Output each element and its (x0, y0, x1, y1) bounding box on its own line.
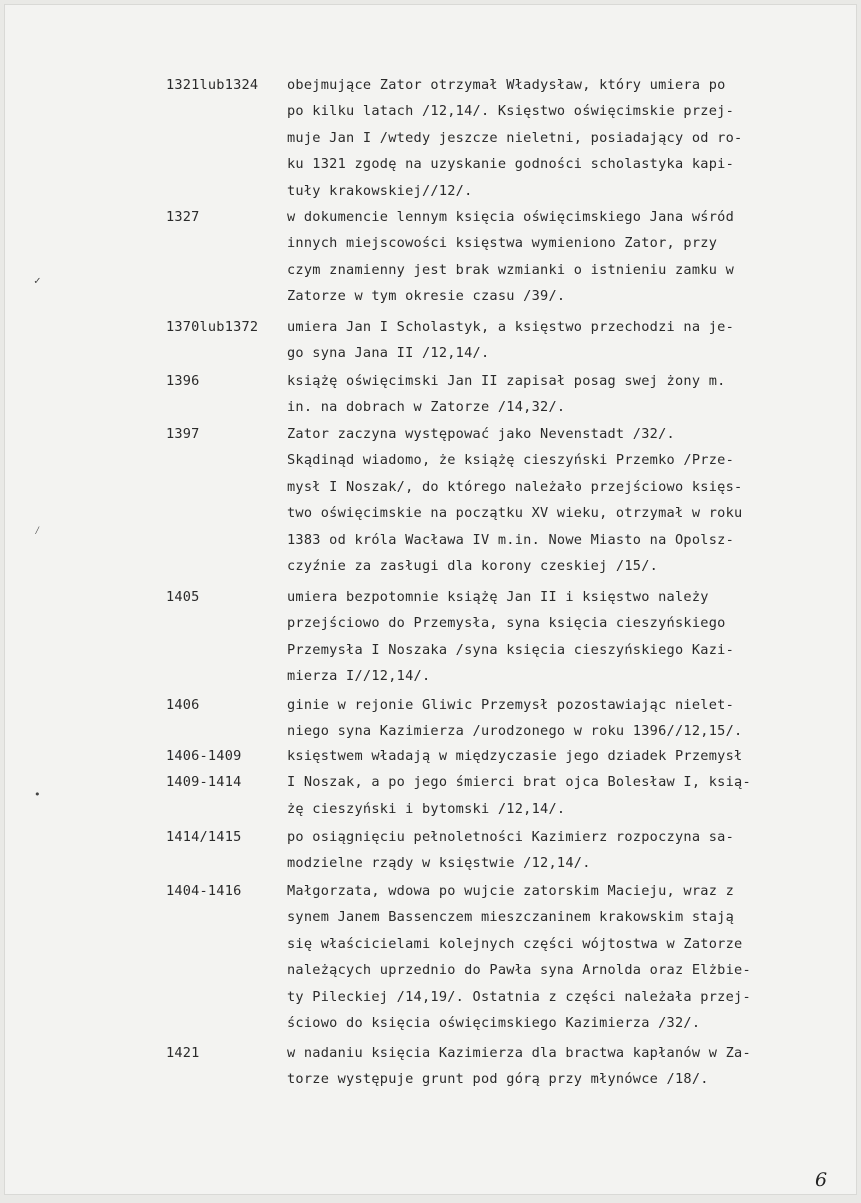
entry-year: 1404-1416 (166, 883, 242, 899)
document-page (4, 4, 857, 1195)
margin-mark: • (34, 788, 41, 801)
entry-text: w nadaniu księcia Kazimierza dla bractwa kapłanów w Za- torze występuje grunt pod górą przy młynówce /18/. (287, 1045, 751, 1088)
entry-year: 1321lub1324 (166, 77, 259, 93)
entry-year: 1397 (166, 426, 200, 442)
entry-year: 1414/1415 (166, 829, 242, 845)
margin-mark: ⁄ (34, 524, 41, 537)
entry-text: ginie w rejonie Gliwic Przemysł pozostawiając nielet- niego syna Kazimierza /urodzonego w roku 1396//12,15/. (287, 697, 743, 740)
entry-year: 1327 (166, 209, 200, 225)
entry-year: 1396 (166, 373, 200, 389)
entry-text: Małgorzata, wdowa po wujcie zatorskim Macieju, wraz z synem Janem Bassenczem mieszczaninem krakowskim stają się właścicielami kolejnych części wójtostwa w Zatorze należących uprzednio do Pawła syna Arnolda oraz Elżbie- ty Pileckiej /14,19/. Ostatnia z części należała przej- ściowo do księcia oświęcimskiego Kazimierza /32/. (287, 883, 751, 1032)
entry-year: 1406-1409 1409-1414 (166, 748, 242, 791)
entry-text: obejmujące Zator otrzymał Władysław, który umiera po po kilku latach /12,14/. Księstwo oświęcimskie przej- muje Jan I /wtedy jeszcze nieletni, posiadający od ro- ku 1321 zgodę na uzyskanie godności scholastyka kapi- tuły krakowskiej//12/. (287, 77, 743, 199)
entry-year: 1406 (166, 697, 200, 713)
entry-year: 1370lub1372 (166, 319, 259, 335)
entry-text: umiera bezpotomnie książę Jan II i księstwo należy przejściowo do Przemysła, syna księcia cieszyńskiego Przemysła I Noszaka /syna księcia cieszyńskiego Kazi- mierza I//12,14/. (287, 589, 735, 685)
entry-year: 1405 (166, 589, 200, 605)
entry-text: po osiągnięciu pełnoletności Kazimierz rozpoczyna sa- modzielne rządy w księstwie /12,14/. (287, 829, 735, 872)
margin-mark: ✓ (34, 274, 41, 287)
entry-text: księstwem władają w międzyczasie jego dziadek Przemysł I Noszak, a po jego śmierci brat ojca Bolesław I, ksią- żę cieszyński i bytomski /12,14/. (287, 748, 751, 817)
entry-year: 1421 (166, 1045, 200, 1061)
entry-text: książę oświęcimski Jan II zapisał posag swej żony m. in. na dobrach w Zatorze /14,32/. (287, 373, 726, 416)
entry-text: w dokumencie lennym księcia oświęcimskiego Jana wśród innych miejscowości księstwa wymieniono Zator, przy czym znamienny jest brak wzmianki o istnieniu zamku w Zatorze w tym okresie czasu /39/. (287, 209, 735, 305)
entry-text: Zator zaczyna występować jako Nevenstadt /32/. Skądinąd wiadomo, że książę cieszyński Przemko /Prze- mysł I Noszak/, do którego należało przejściowo księs- two oświęcimskie na początku XV wieku, otrzymał w roku 1383 od króla Wacława IV m.in. Nowe Miasto na Opolsz- czyźnie za zasługi dla korony czeskiej /15/. (287, 426, 743, 575)
page-number: 6 (815, 1169, 828, 1191)
entry-text: umiera Jan I Scholastyk, a księstwo przechodzi na je- go syna Jana II /12,14/. (287, 319, 735, 362)
